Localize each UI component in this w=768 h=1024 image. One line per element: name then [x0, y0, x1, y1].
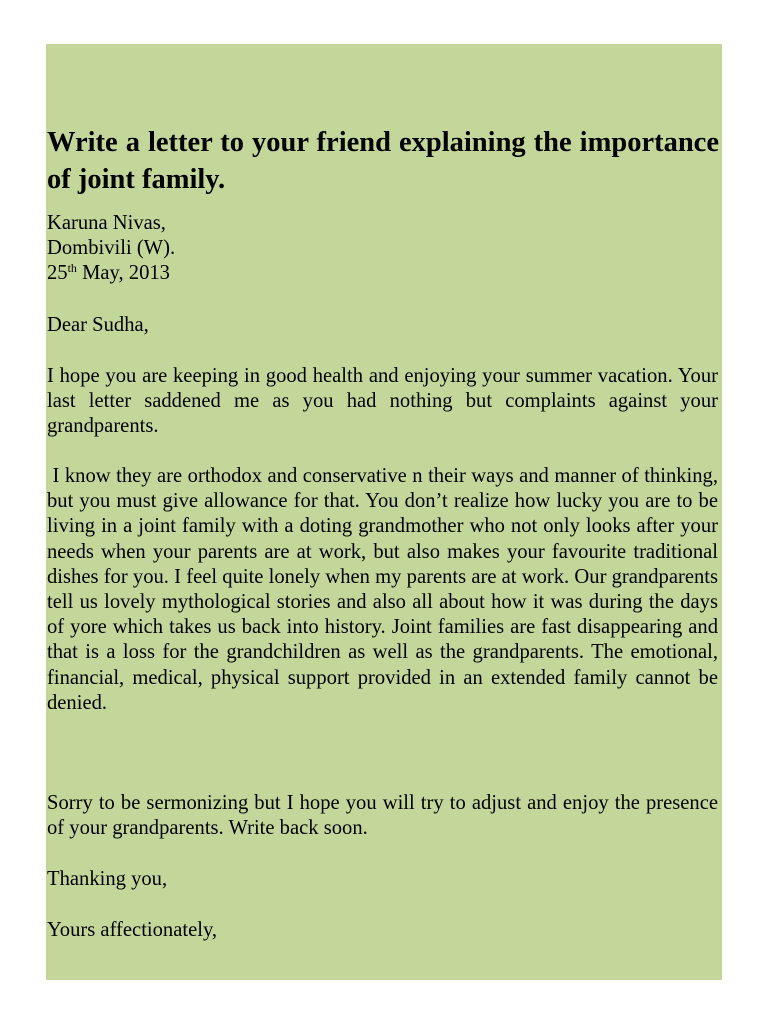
paragraph-3: Sorry to be sermonizing but I hope you will try to adjust and enjoy the presence of your grandparents. Write back soon.: [47, 792, 718, 840]
letter-date: [47, 261, 718, 286]
salutation: Dear Sudha,: [47, 314, 149, 336]
sender-address: [47, 211, 718, 287]
paragraph-1: I hope you are keeping in good health and enjoying your summer vacation. Your last letter saddened me as you had nothing but complaints against your grandparents.: [47, 365, 718, 438]
paragraph-2: I know they are orthodox and conservative n their ways and manner of thinking, but you must give allowance for that. You don’t realize how lucky you are to be living in a joint family with a doting grandmother who not only looks after your needs when your parents are at work, but also makes your favourite traditional dishes for you. I feel quite lonely when my parents are at work. Our grandparents tell us lovely mythological stories and also all about how it was during the days of yore which takes us back into history. Joint families are fast disappearing and that is a loss for the grandchildren as well as the grandparents. The emotional, financial, medical, physical support provided in an extended family cannot be denied.: [47, 465, 724, 714]
date-day: 25: [47, 262, 68, 285]
date-suffix: th: [67, 261, 77, 276]
letter-title: Write a letter to your friend explaining the importance of joint family.: [47, 127, 719, 195]
signoff: Yours affectionately,: [47, 919, 218, 941]
address-line-1: Karuna Nivas,: [47, 212, 166, 234]
letter-page: [46, 44, 722, 980]
address-line-2: Dombivili (W).: [47, 237, 176, 260]
date-rest: May, 2013: [76, 262, 170, 285]
closing: Thanking you,: [47, 868, 168, 890]
